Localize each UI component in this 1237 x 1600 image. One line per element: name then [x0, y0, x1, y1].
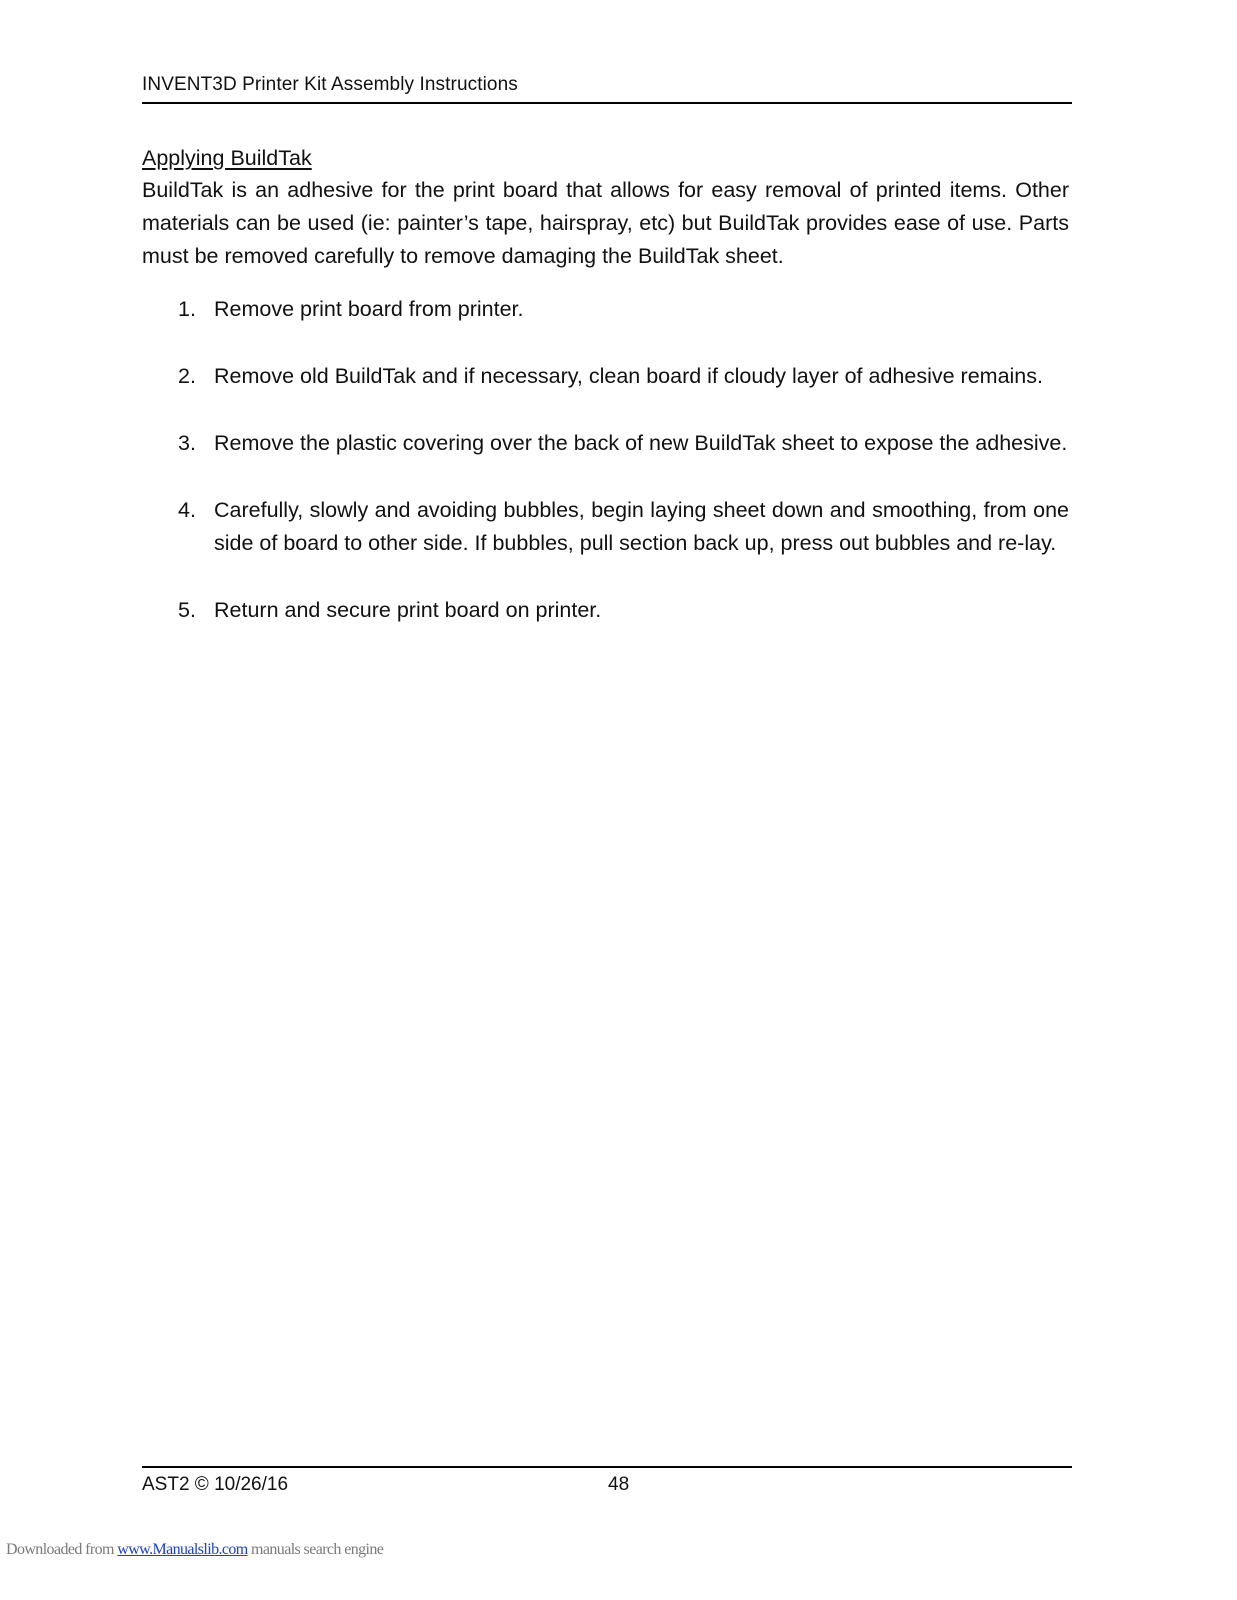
- manualslib-link[interactable]: www.Manualslib.com: [117, 1541, 248, 1558]
- intro-paragraph: BuildTak is an adhesive for the print board that allows for easy removal of printed items. Other materials can be used (ie: painter’s tape, hairspray, etc) but BuildTak provides ease of use. Parts must be removed carefully to remove damaging the BuildTak sheet.: [142, 178, 1069, 268]
- page-content: [142, 142, 1069, 661]
- step-number: 5.: [178, 598, 196, 622]
- step-number: 3.: [178, 431, 196, 455]
- step-number: 4.: [178, 498, 196, 522]
- watermark-suffix: manuals search engine: [247, 1541, 384, 1558]
- step-text: Remove old BuildTak and if necessary, clean board if cloudy layer of adhesive remains.: [214, 364, 1043, 388]
- section-heading: Applying BuildTak: [142, 146, 312, 170]
- step-text: Return and secure print board on printer.: [214, 598, 602, 622]
- step-number: 2.: [178, 364, 196, 388]
- watermark-prefix: Downloaded from: [6, 1541, 118, 1558]
- steps-list: [142, 293, 1069, 627]
- footer-revision: AST2 © 10/26/16: [142, 1474, 289, 1495]
- page-number: 48: [608, 1474, 630, 1495]
- step-item: [142, 293, 1069, 326]
- step-text: Remove the plastic covering over the back of new BuildTak sheet to expose the adhesive.: [214, 431, 1068, 455]
- page-footer: [142, 1466, 1072, 1508]
- step-item: [142, 427, 1069, 460]
- step-item: [142, 494, 1069, 560]
- step-text: Remove print board from printer.: [214, 297, 524, 321]
- document-title: INVENT3D Printer Kit Assembly Instructions: [142, 74, 518, 95]
- step-item: [142, 360, 1069, 393]
- step-item: [142, 594, 1069, 627]
- page-header: [142, 72, 1072, 104]
- download-watermark: [6, 1541, 383, 1559]
- step-number: 1.: [178, 297, 196, 321]
- step-text: Carefully, slowly and avoiding bubbles, begin laying sheet down and smoothing, from one side of board to other side. If bubbles, pull section back up, press out bubbles and re-lay.: [214, 498, 1069, 555]
